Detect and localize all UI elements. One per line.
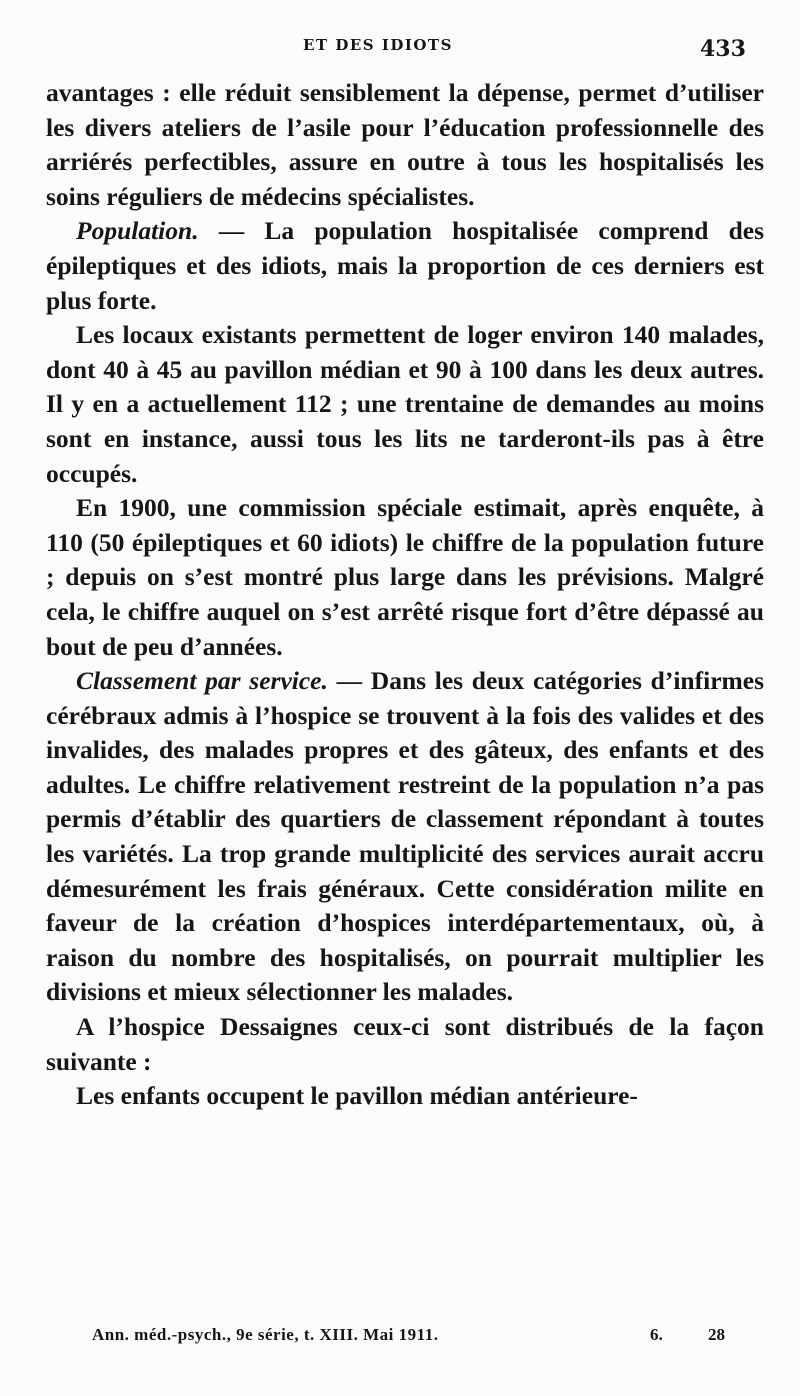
- page-footer: [0, 1322, 800, 1352]
- footer-journal: Ann. méd.-psych., 9e série, t. XIII. Mai 1911.: [92, 1325, 439, 1344]
- footer-sheet: 28: [708, 1325, 725, 1344]
- paragraph-text: Les locaux existants permettent de loger environ 140 malades, dont 40 à 45 au pavillon médian et 90 à 100 dans les deux autres. Il y en a actuellement 112 ; une trentaine de demandes au moins sont en instance, aussi tous les lits ne tarderont-ils pas à être occupés.: [46, 320, 764, 488]
- section-heading-population: Population.: [76, 216, 199, 246]
- paragraph-text: En 1900, une commission spéciale estimait, après enquête, à 110 (50 épileptiques et 60 idiots) le chiffre de la population future ; depuis on s’est montré plus large dans les prévisions. Malgré cela, le chiffre auquel on s’est arrêté risque fort d’être dépassé au bout de peu d’années.: [46, 493, 764, 661]
- paragraph-1900: [46, 491, 764, 664]
- section-heading-classement: Classement par service.: [76, 666, 328, 696]
- paragraph-enfants: [46, 1079, 764, 1114]
- body-text: [46, 76, 764, 1114]
- paragraph-text: — Dans les deux catégories d’infirmes cérébraux admis à l’hospice se trouvent à la fois des valides et des invalides, des malades propres et des gâteux, des enfants et des adultes. Le chiffre relativement restreint de la population n’a pas permis d’établir des quartiers de classement répondant à toutes les variétés. La trop grande multiplicité des services aurait accru démesurément les frais généraux. Cette considération milite en faveur de la création d’hospices interdépartementaux, où, à raison du nombre des hospitalisés, on pourrait multiplier les divisions et mieux sélectionner les malades.: [46, 666, 764, 1007]
- footer-signature: 6.: [650, 1325, 663, 1344]
- paragraph-classement: [46, 664, 764, 1010]
- paragraph-text: A l’hospice Dessaignes ceux-ci sont distribués de la façon suivante :: [46, 1012, 764, 1076]
- paragraph-text: avantages : elle réduit sensiblement la dépense, permet d’utiliser les divers ateliers de l’asile pour l’éducation professionnelle des arriérés perfectibles, assure en outre à tous les hospitalisés les soins réguliers de médecins spécialistes.: [46, 78, 764, 211]
- paragraph-text: — La population hospitalisée comprend des épileptiques et des idiots, mais la proportion de ces derniers est plus forte.: [46, 216, 764, 315]
- paragraph-locaux: [46, 318, 764, 491]
- paragraph-dessaignes: [46, 1010, 764, 1079]
- page-number: 433: [700, 36, 746, 62]
- paragraph-text: Les enfants occupent le pavillon médian antérieure-: [76, 1081, 638, 1111]
- paragraph-population: [46, 214, 764, 318]
- running-head: ET DES IDIOTS: [303, 36, 453, 54]
- page-header: [0, 30, 800, 66]
- paragraph-1: [46, 76, 764, 214]
